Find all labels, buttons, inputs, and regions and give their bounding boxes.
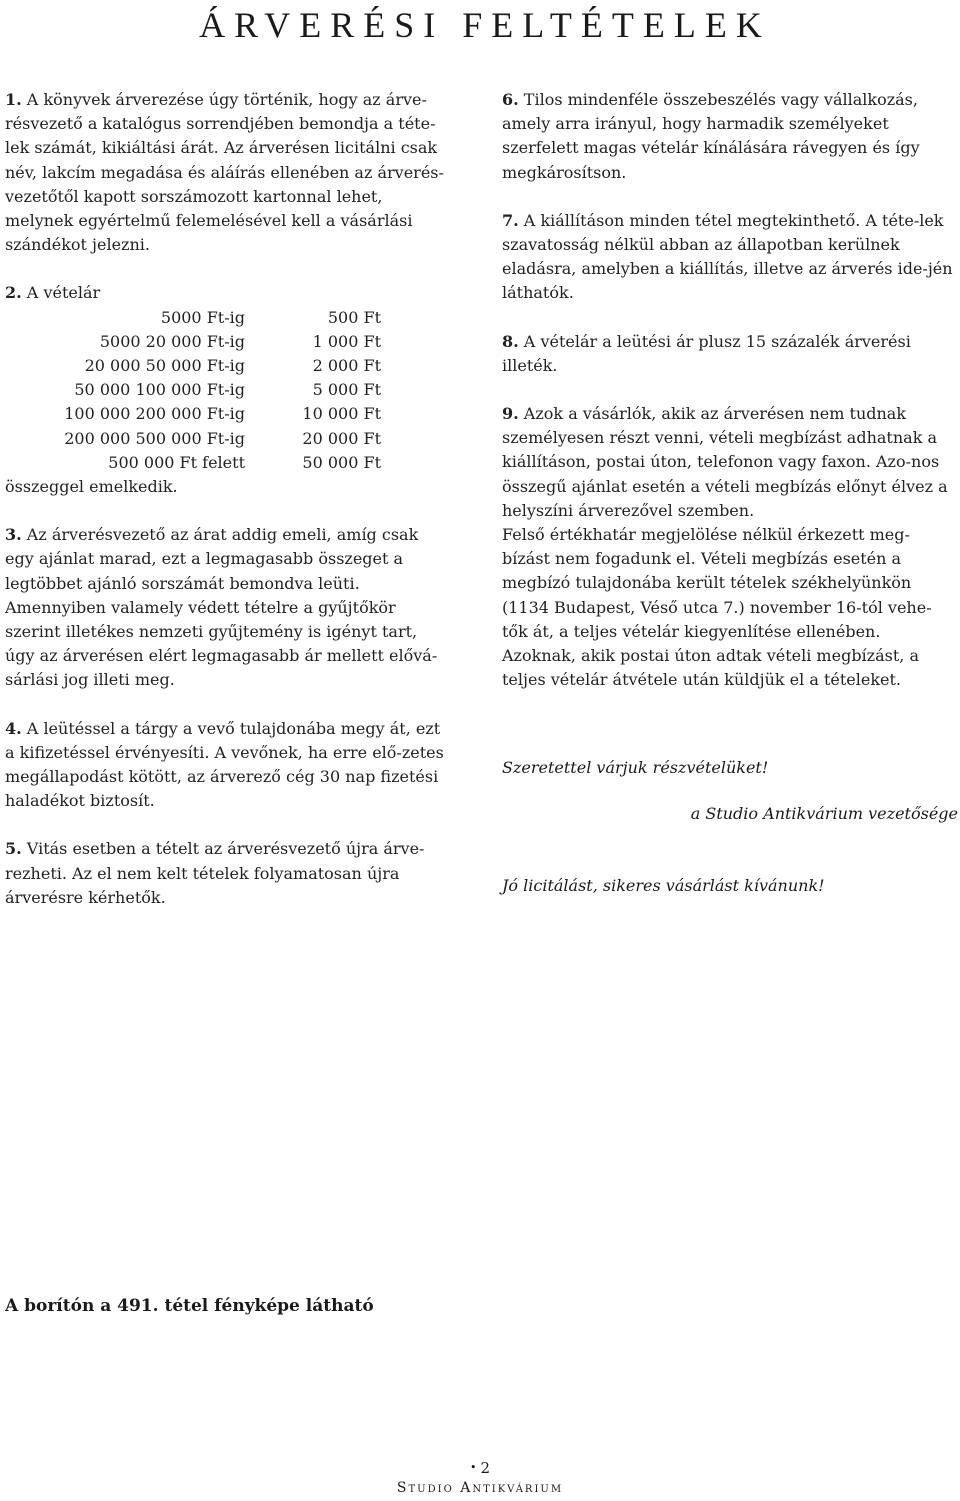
price-increment: 1 000 Ft xyxy=(312,331,381,351)
price-increment: 20 000 Ft xyxy=(302,428,381,448)
price-range: 500 000 Ft felett xyxy=(108,452,245,472)
condition-number: 9. xyxy=(502,404,519,424)
price-range: 100 000 200 000 Ft-ig xyxy=(64,404,245,424)
closing-invitation: Szeretettel várjuk részvételüket! xyxy=(502,758,769,777)
condition-number: 4. xyxy=(5,718,22,738)
condition-4 xyxy=(5,717,447,814)
table-row xyxy=(5,427,381,451)
price-increment: 50 000 Ft xyxy=(302,452,381,472)
table-row xyxy=(5,378,381,402)
condition-text: Az árverésvezető az árat addig emeli, amíg csak egy ajánlat marad, ezt a legmagasabb összeget a legtöbbet ajánló sorszámát bemondva leüti. Amennyiben valamely védett tételre a gyűjtőkör szerint illetékes nemzeti gyűjtemény is igényt tart, úgy az árverésen elért legmagasabb ár mellett elővá-sárlási jog illeti meg. xyxy=(5,525,438,690)
price-increment-table xyxy=(5,306,381,475)
price-increment: 500 Ft xyxy=(327,307,381,327)
footer-brand: Studio Antikvárium xyxy=(396,1480,564,1496)
price-range: 200 000 500 000 Ft-ig xyxy=(64,428,245,448)
price-range: 20 000 50 000 Ft-ig xyxy=(84,356,245,376)
condition-9 xyxy=(502,402,957,692)
table-row xyxy=(5,306,381,330)
price-range: 50 000 100 000 Ft-ig xyxy=(74,380,245,400)
table-row xyxy=(5,451,381,475)
price-increment: 5 000 Ft xyxy=(312,380,381,400)
condition-number: 7. xyxy=(502,210,519,230)
condition-text: Azok a vásárlók, akik az árverésen nem tudnak személyesen részt venni, vételi megbízást adhatnak a kiállításon, postai úton, telefonon vagy faxon. Azo-nos összegű ajánlat esetén a vételi megbízás előnyt élvez a helyszíni árverezővel szemben. xyxy=(502,404,948,520)
cover-photo-note: A borítón a 491. tétel fényképe látható xyxy=(5,1296,374,1316)
condition-number: 5. xyxy=(5,839,22,859)
condition-number: 1. xyxy=(5,90,22,109)
price-increment: 2 000 Ft xyxy=(312,356,381,376)
left-column xyxy=(5,88,447,934)
condition-number: 3. xyxy=(5,525,22,545)
price-increment: 10 000 Ft xyxy=(302,404,381,424)
price-range: 5000 20 000 Ft-ig xyxy=(99,331,245,351)
page-number: 2 xyxy=(480,1459,491,1477)
page-number-line xyxy=(0,1459,960,1477)
condition-5 xyxy=(5,837,447,910)
condition-text: A könyvek árverezése úgy történik, hogy az árve-résvezető a katalógus sorrendjében bemondja a téte-lek számát, kikiáltási árát. Az árverésen licitálni csak név, lakcím megadása és aláírás ellenében az árverés-vezetőtől kapott sorszámozott kartonnal lehet, melynek egyértelmű felemelésével kell a vásárlási szándékot jelezni. xyxy=(5,90,444,255)
price-range: 5000 Ft-ig xyxy=(160,307,245,327)
condition-number: 8. xyxy=(502,331,519,351)
condition-text: Vitás esetben a tételt az árverésvezető újra árve-rezheti. Az el nem kelt tételek folyamatosan újra árverésre kérhetők. xyxy=(5,839,425,907)
condition-3 xyxy=(5,523,447,692)
table-row xyxy=(5,402,381,426)
condition-text: A leütéssel a tárgy a vevő tulajdonába megy át, ezt a kifizetéssel érvényesíti. A vevőnek, ha erre elő-zetes megállapodást kötött, az árverező cég 30 nap fizetési haladékot biztosít. xyxy=(5,718,444,811)
condition-text: A kiállításon minden tétel megtekinthető. A téte-lek szavatosság nélkül abban az állapotban kerülnek eladásra, amelyben a kiállítás, illetve az árverés ide-jén láthatók. xyxy=(502,210,953,303)
condition-7 xyxy=(502,209,957,306)
condition-text: A vételár xyxy=(26,283,101,303)
table-row xyxy=(5,354,381,378)
condition-text: A vételár a leütési ár plusz 15 százalék árverési illeték. xyxy=(502,331,911,375)
condition-number: 6. xyxy=(502,90,519,109)
condition-text: Felső értékhatár megjelölése nélkül érkezett meg-bízást nem fogadunk el. Vételi megbízás esetén a megbízó tulajdonába került tételek székhelyünkön (1134 Budapest, Véső utca 7.) november 16-tól vehe-tők át, a teljes vételár kiegyenlítése ellenében. Azoknak, akik postai úton adtak vételi megbízást, a teljes vételár átvétele után küldjük el a tételeket. xyxy=(502,525,932,690)
condition-2 xyxy=(5,281,447,499)
bullet-icon: • xyxy=(469,1461,477,1474)
closing-signature: a Studio Antikvárium vezetősége xyxy=(690,804,958,823)
condition-text: Tilos mindenféle összebeszélés vagy vállalkozás, amely arra irányul, hogy harmadik személyeket szerfelett magas vételár kínálására rávegyen és így megkárosítson. xyxy=(502,90,920,182)
condition-text: összeggel emelkedik. xyxy=(5,477,178,497)
condition-8 xyxy=(502,330,957,378)
condition-1 xyxy=(5,88,447,257)
condition-number: 2. xyxy=(5,283,22,303)
table-row xyxy=(5,330,381,354)
right-column xyxy=(502,88,957,692)
closing-wish: Jó licitálást, sikeres vásárlást kívánunk! xyxy=(502,876,825,895)
page-title: ÁRVERÉSI FELTÉTELEK xyxy=(199,5,771,45)
condition-6 xyxy=(502,88,957,185)
